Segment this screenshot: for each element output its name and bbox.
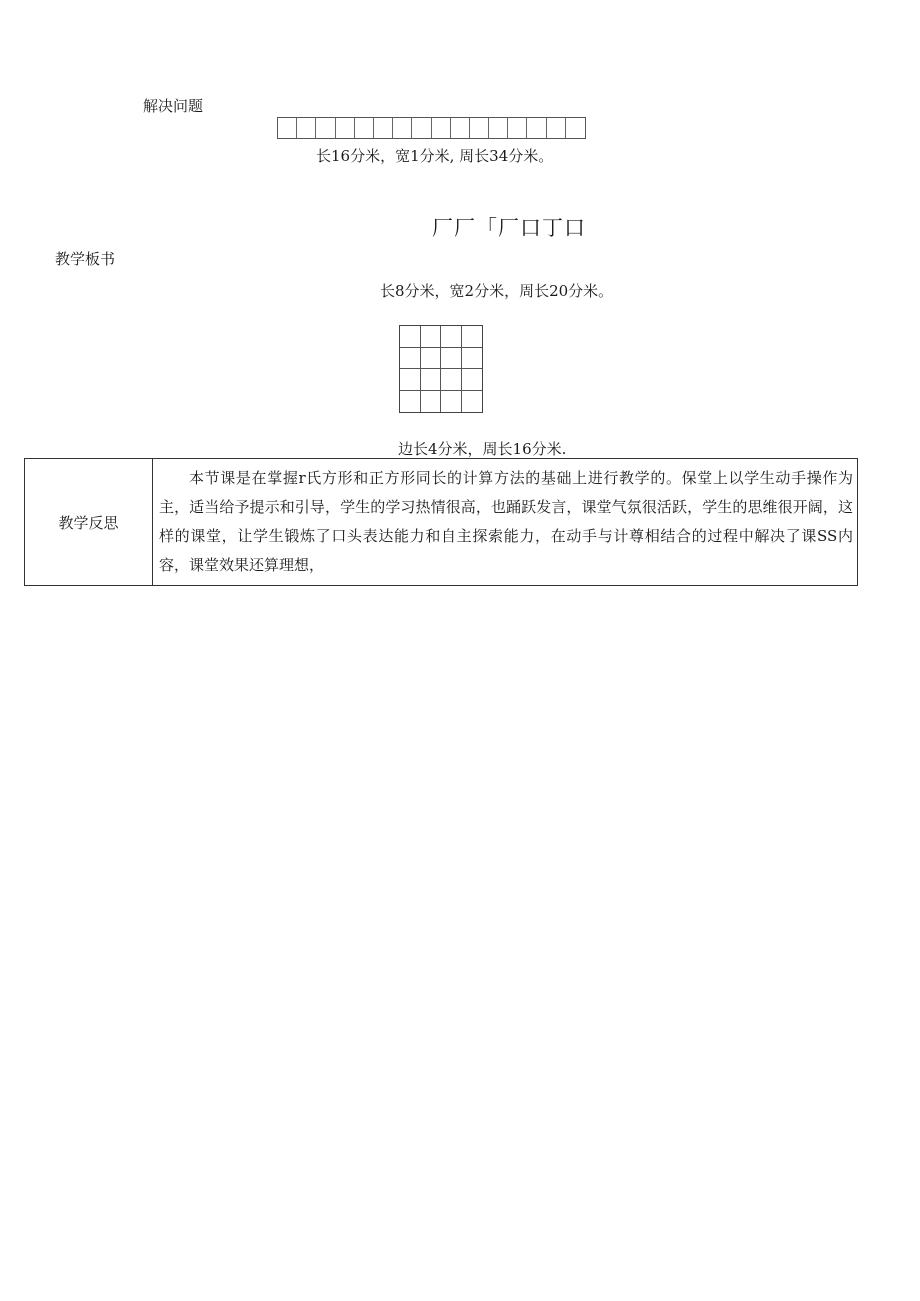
grid-cell: [441, 369, 462, 391]
grid-cell: [400, 369, 421, 391]
grid-cell: [400, 391, 421, 413]
grid-cell: [421, 326, 442, 348]
garbled-figure-line: 厂厂「厂口丁口: [432, 216, 586, 240]
rectangle-caption: 长8分米，宽2分米，周长20分米。: [380, 282, 614, 300]
grid-cell: [441, 348, 462, 370]
square-caption: 边长4分米，周长16分米.: [398, 440, 567, 458]
grid-cell: [400, 348, 421, 370]
reflection-label: 教学反思: [25, 459, 153, 585]
strip-cell: [451, 118, 470, 138]
strip-cell: [393, 118, 412, 138]
grid-cell: [462, 348, 483, 370]
grid-cell: [441, 391, 462, 413]
grid-cell: [462, 326, 483, 348]
strip-cell: [297, 118, 316, 138]
grid-cell: [421, 369, 442, 391]
strip-cell: [508, 118, 527, 138]
strip-cell: [489, 118, 508, 138]
board-writing-label: 教学板书: [55, 250, 116, 268]
strip-cell: [566, 118, 585, 138]
sixteen-cell-strip: [277, 117, 586, 139]
reflection-text: 本节课是在掌握r氏方形和正方形同长的计算方法的基础上进行教学的。保堂上以学生动手操作为主，适当给予提示和引导，学生的学习热情很高，也踊跃发言，课堂气氛很活跃，学生的思维很开阔，这样的课堂，让学生锻炼了口头表达能力和自主探索能力，在动手与计尊相结合的过程中解决了课SS内容，课堂效果还算理想，: [159, 469, 853, 574]
strip-cell: [374, 118, 393, 138]
grid-cell: [462, 391, 483, 413]
strip-cell: [432, 118, 451, 138]
grid-cell: [441, 326, 462, 348]
strip-cell: [355, 118, 374, 138]
strip-cell: [527, 118, 546, 138]
grid-cell: [421, 391, 442, 413]
strip-cell: [412, 118, 431, 138]
strip-caption: 长16分米，宽1分米, 周长34分米。: [316, 147, 554, 165]
reflection-table: [24, 458, 858, 586]
strip-cell: [278, 118, 297, 138]
strip-cell: [316, 118, 335, 138]
grid-cell: [421, 348, 442, 370]
grid-cell: [400, 326, 421, 348]
problem-solving-label: 解决问题: [143, 97, 204, 115]
strip-cell: [336, 118, 355, 138]
square-grid: [399, 325, 483, 413]
strip-cell: [470, 118, 489, 138]
grid-cell: [462, 369, 483, 391]
strip-cell: [547, 118, 566, 138]
